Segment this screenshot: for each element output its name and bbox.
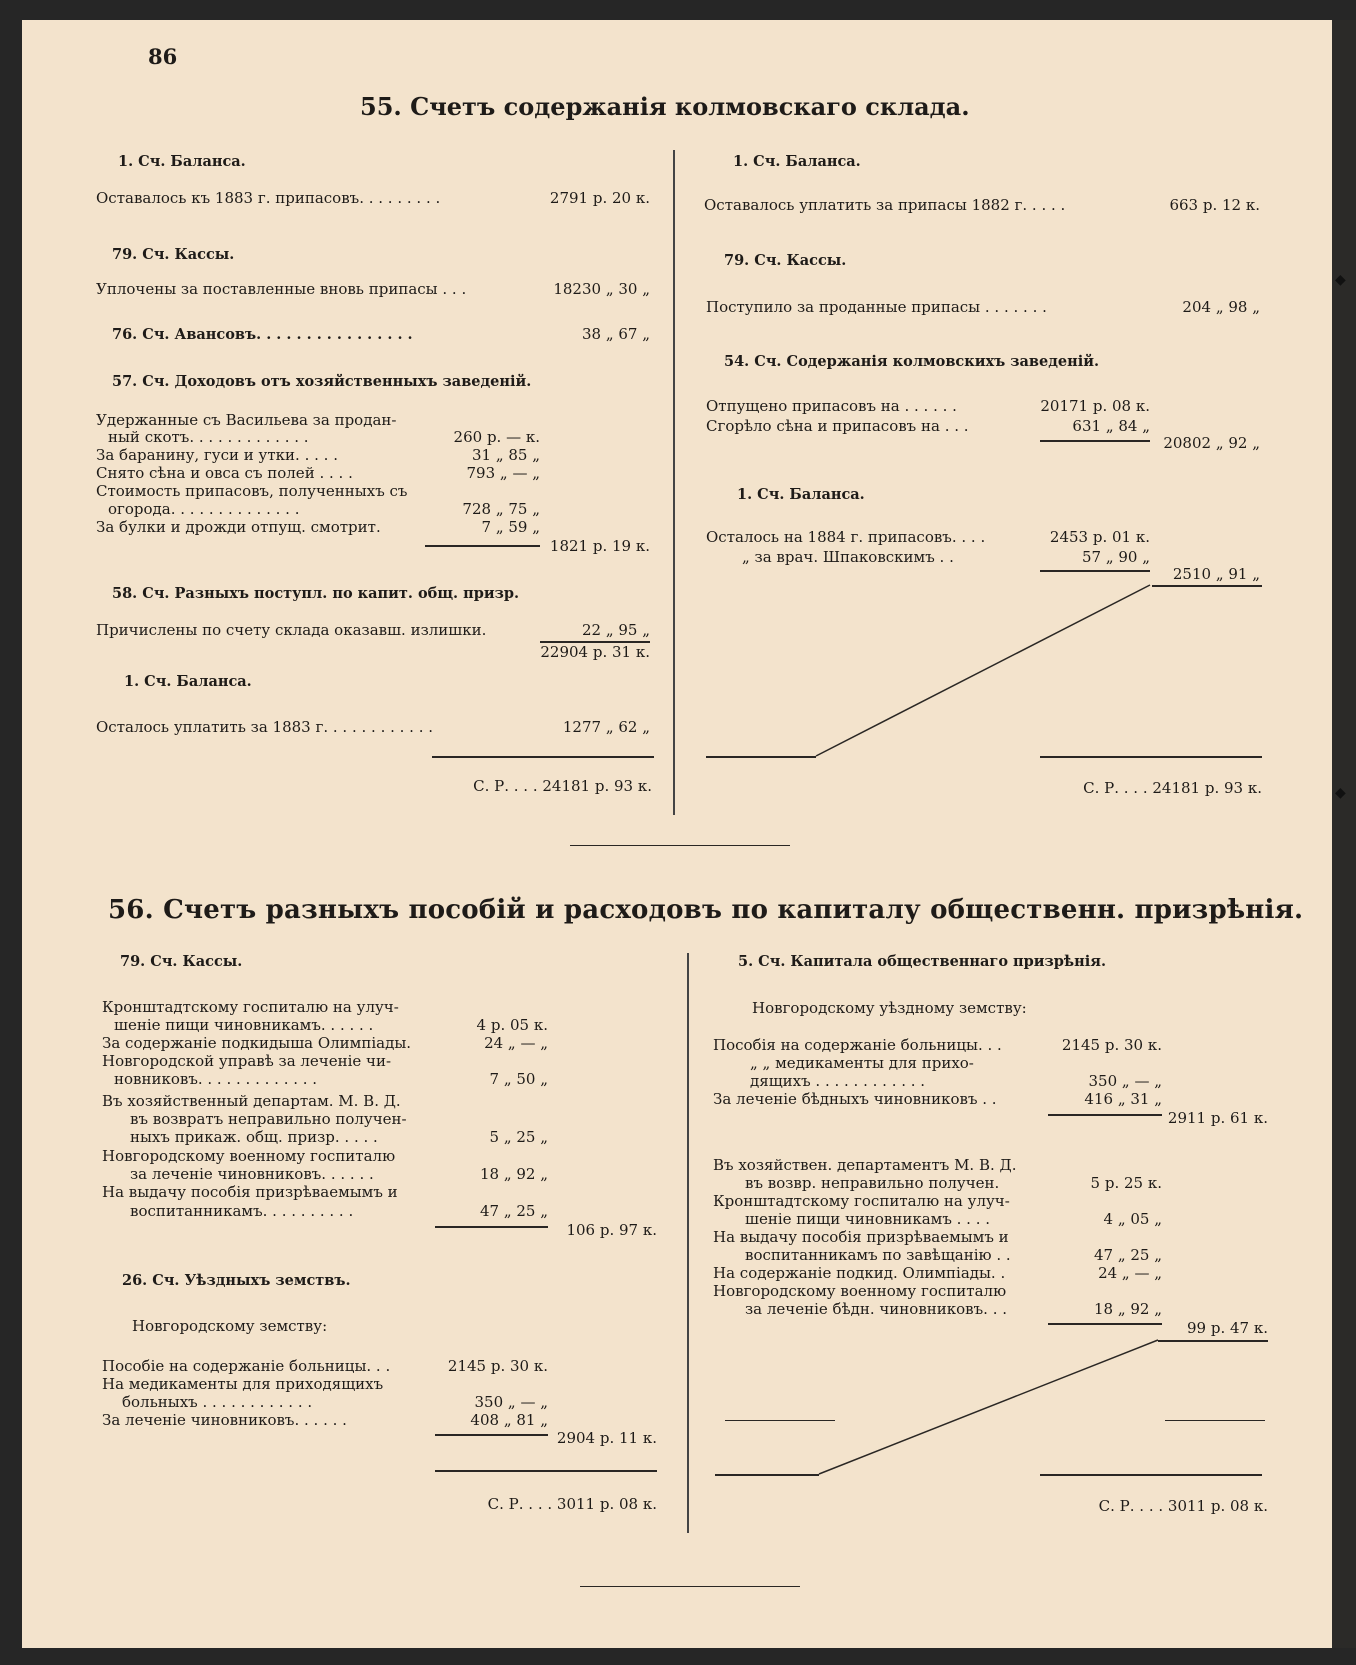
entry-text: ный скотъ. . . . . . . . . . . . .: [108, 428, 309, 446]
entry-amount: 18 „ 92 „: [479, 1165, 548, 1183]
subtotal-amount: 106 р. 97 к.: [566, 1221, 657, 1239]
account-heading: 26. Сч. Уѣздныхъ земствъ.: [122, 1272, 351, 1289]
entry-amount: 22 „ 95 „: [581, 621, 650, 639]
entry-text: Поступило за проданные припасы . . . . . . .: [706, 298, 1047, 316]
entry-amount: 47 „ 25 „: [1093, 1246, 1162, 1264]
section-56-title: 56. Счетъ разныхъ пособій и расходовъ по капиталу общественн. призрѣнія.: [108, 895, 1304, 925]
entry-text: Новгородскому военному госпиталю: [713, 1282, 1007, 1300]
account-heading: 1. Сч. Баланса.: [124, 673, 252, 690]
total-amount: С. Р. . . . 24181 р. 93 к.: [1083, 779, 1262, 797]
entry-text: Кронштадтскому госпиталю на улуч-: [102, 998, 399, 1016]
entry-amount: 47 „ 25 „: [479, 1202, 548, 1220]
entry-text: За булки и дрожди отпущ. смотрит.: [96, 518, 381, 536]
entry-text: воспитанникамъ по завѣщанію . .: [745, 1246, 1011, 1264]
entry-amount: 260 р. — к.: [453, 428, 540, 446]
entry-amount: 20171 р. 08 к.: [1040, 397, 1150, 415]
entry-text: Въ хозяйствен. департаментъ М. В. Д.: [713, 1156, 1017, 1174]
entry-amount: 4 „ 05 „: [1103, 1210, 1162, 1228]
account-heading: 5. Сч. Капитала общественнаго призрѣнія.: [738, 953, 1107, 970]
balance-diagonal: [819, 1340, 1158, 1474]
page-edge-marker: ◆: [1335, 785, 1346, 801]
entry-text: шеніе пищи чиновникамъ . . . .: [745, 1210, 991, 1228]
entry-amount: 24 „ — „: [484, 1034, 548, 1052]
entry-text: Оставалось уплатить за припасы 1882 г. . . . .: [704, 196, 1066, 214]
entry-amount: 7 „ 59 „: [481, 518, 540, 536]
entry-text: въ возвр. неправильно получен.: [745, 1174, 1000, 1192]
subtotal-amount: 22904 р. 31 к.: [540, 643, 650, 661]
entry-amount: 350 „ — „: [474, 1393, 548, 1411]
entry-amount: 728 „ 75 „: [462, 500, 540, 518]
entry-text: За баранину, гуси и утки. . . . .: [96, 446, 338, 464]
subtotal-amount: 2510 „ 91 „: [1172, 565, 1260, 583]
subtotal-amount: 2911 р. 61 к.: [1167, 1109, 1268, 1127]
entry-text: въ возвратъ неправильно получен-: [130, 1110, 407, 1128]
account-heading: 1. Сч. Баланса.: [733, 153, 861, 170]
entry-amount: 7 „ 50 „: [489, 1070, 548, 1088]
entry-text: На медикаменты для приходящихъ: [102, 1375, 384, 1393]
entry-amount: 793 „ — „: [466, 464, 540, 482]
entry-text: Осталось на 1884 г. припасовъ. . . .: [706, 528, 986, 546]
entry-text: „ „ медикаменты для прихо-: [750, 1054, 974, 1072]
entry-text: Оставалось къ 1883 г. припасовъ. . . . . . . . .: [96, 189, 441, 207]
entry-amount: 2145 р. 30 к.: [447, 1357, 548, 1375]
entry-amount: 2453 р. 01 к.: [1049, 528, 1150, 546]
account-heading: 54. Сч. Содержанія колмовскихъ заведеній.: [724, 353, 1100, 370]
entry-text: На выдачу пособія призрѣваемымъ и: [102, 1183, 398, 1201]
entry-text: Въ хозяйственный департам. М. В. Д.: [102, 1092, 401, 1110]
entry-text: За леченіе чиновниковъ. . . . . .: [102, 1411, 347, 1429]
subtotal-amount: 99 р. 47 к.: [1187, 1319, 1268, 1337]
entry-text: Снято сѣна и овса съ полей . . . .: [96, 464, 353, 482]
entry-amount: 31 „ 85 „: [471, 446, 540, 464]
entry-text: За леченіе бѣдныхъ чиновниковъ . .: [713, 1090, 997, 1108]
entry-text: Удержанные съ Васильева за продан-: [96, 411, 397, 429]
entry-amount: 18 „ 92 „: [1093, 1300, 1162, 1318]
entry-amount: 408 „ 81 „: [470, 1411, 548, 1429]
account-heading: 1. Сч. Баланса.: [737, 486, 865, 503]
entry-subheading: Новгородскому земству:: [132, 1317, 328, 1335]
entry-text: За содержаніе подкидыша Олимпіады.: [102, 1034, 412, 1052]
account-heading: 1. Сч. Баланса.: [118, 153, 246, 170]
entry-text: Пособіе на содержаніе больницы. . .: [102, 1357, 391, 1375]
entry-text: „ за врач. Шпаковскимъ . .: [742, 548, 954, 566]
page-edge-marker: ◆: [1335, 272, 1346, 288]
entry-text: На содержаніе подкид. Олимпіады. .: [713, 1264, 1006, 1282]
account-heading: 79. Сч. Кассы.: [724, 252, 847, 269]
total-amount: С. Р. . . . 3011 р. 08 к.: [487, 1495, 657, 1513]
entry-text: за леченіе бѣдн. чиновниковъ. . .: [745, 1300, 1007, 1318]
entry-amount: 2145 р. 30 к.: [1061, 1036, 1162, 1054]
entry-text: 76. Сч. Авансовъ. . . . . . . . . . . . . . . .: [112, 326, 413, 343]
entry-text: за леченіе чиновниковъ. . . . . .: [130, 1165, 374, 1183]
entry-text: На выдачу пособія призрѣваемымъ и: [713, 1228, 1009, 1246]
entry-amount: 350 „ — „: [1088, 1072, 1162, 1090]
entry-amount: 24 „ — „: [1098, 1264, 1162, 1282]
entry-amount: 2791 р. 20 к.: [549, 189, 650, 207]
entry-amount: 663 р. 12 к.: [1169, 196, 1260, 214]
entry-amount: 416 „ 31 „: [1084, 1090, 1162, 1108]
entry-amount: 204 „ 98 „: [1182, 298, 1260, 316]
entry-text: Сгорѣло сѣна и припасовъ на . . .: [706, 417, 969, 435]
entry-amount: 1277 „ 62 „: [562, 718, 650, 736]
total-amount: С. Р. . . . 24181 р. 93 к.: [473, 777, 652, 795]
section-55-title: 55. Счетъ содержанія колмовскаго склада.: [360, 92, 970, 121]
subtotal-amount: 2904 р. 11 к.: [556, 1429, 657, 1447]
entry-text: Отпущено припасовъ на . . . . . .: [706, 397, 957, 415]
entry-amount: 4 р. 05 к.: [476, 1016, 548, 1034]
entry-text: Причислены по счету склада оказавш. излишки.: [96, 621, 487, 639]
entry-text: больныхъ . . . . . . . . . . . .: [122, 1393, 313, 1411]
account-heading: 57. Сч. Доходовъ отъ хозяйственныхъ заведеній.: [112, 373, 532, 390]
entry-subheading: Новгородскому уѣздному земству:: [752, 999, 1027, 1017]
entry-text: Новгородской управѣ за леченіе чи-: [102, 1052, 392, 1070]
entry-text: Осталось уплатить за 1883 г. . . . . . . . . . . .: [96, 718, 434, 736]
page-number: 86: [148, 44, 178, 69]
account-heading: 58. Сч. Разныхъ поступл. по капит. общ. призр.: [112, 585, 520, 602]
entry-text: Кронштадтскому госпиталю на улуч-: [713, 1192, 1010, 1210]
entry-amount: 5 р. 25 к.: [1090, 1174, 1162, 1192]
entry-text: дящихъ . . . . . . . . . . . .: [750, 1072, 926, 1090]
balance-diagonal: [816, 585, 1150, 756]
account-heading: 79. Сч. Кассы.: [120, 953, 243, 970]
subtotal-amount: 20802 „ 92 „: [1163, 434, 1260, 452]
entry-amount: 38 „ 67 „: [581, 325, 650, 343]
entry-text: Стоимость припасовъ, полученныхъ съ: [96, 482, 408, 500]
entry-amount: 18230 „ 30 „: [553, 280, 650, 298]
entry-text: огорода. . . . . . . . . . . . . .: [108, 500, 300, 518]
entry-amount: 5 „ 25 „: [489, 1128, 548, 1146]
entry-amount: 57 „ 90 „: [1081, 548, 1150, 566]
entry-text: новниковъ. . . . . . . . . . . . .: [114, 1070, 318, 1088]
account-heading: 79. Сч. Кассы.: [112, 246, 235, 263]
subtotal-amount: 1821 р. 19 к.: [549, 537, 650, 555]
entry-text: ныхъ прикаж. общ. призр. . . . .: [130, 1128, 378, 1146]
entry-text: Уплочены за поставленные вновь припасы . . .: [96, 280, 467, 298]
entry-text: шеніе пищи чиновникамъ. . . . . .: [114, 1016, 374, 1034]
total-amount: С. Р. . . . 3011 р. 08 к.: [1098, 1497, 1268, 1515]
entry-text: Новгородскому военному госпиталю: [102, 1147, 396, 1165]
entry-text: Пособія на содержаніе больницы. . .: [713, 1036, 1002, 1054]
entry-amount: 631 „ 84 „: [1072, 417, 1150, 435]
entry-text: воспитанникамъ. . . . . . . . . .: [130, 1202, 354, 1220]
